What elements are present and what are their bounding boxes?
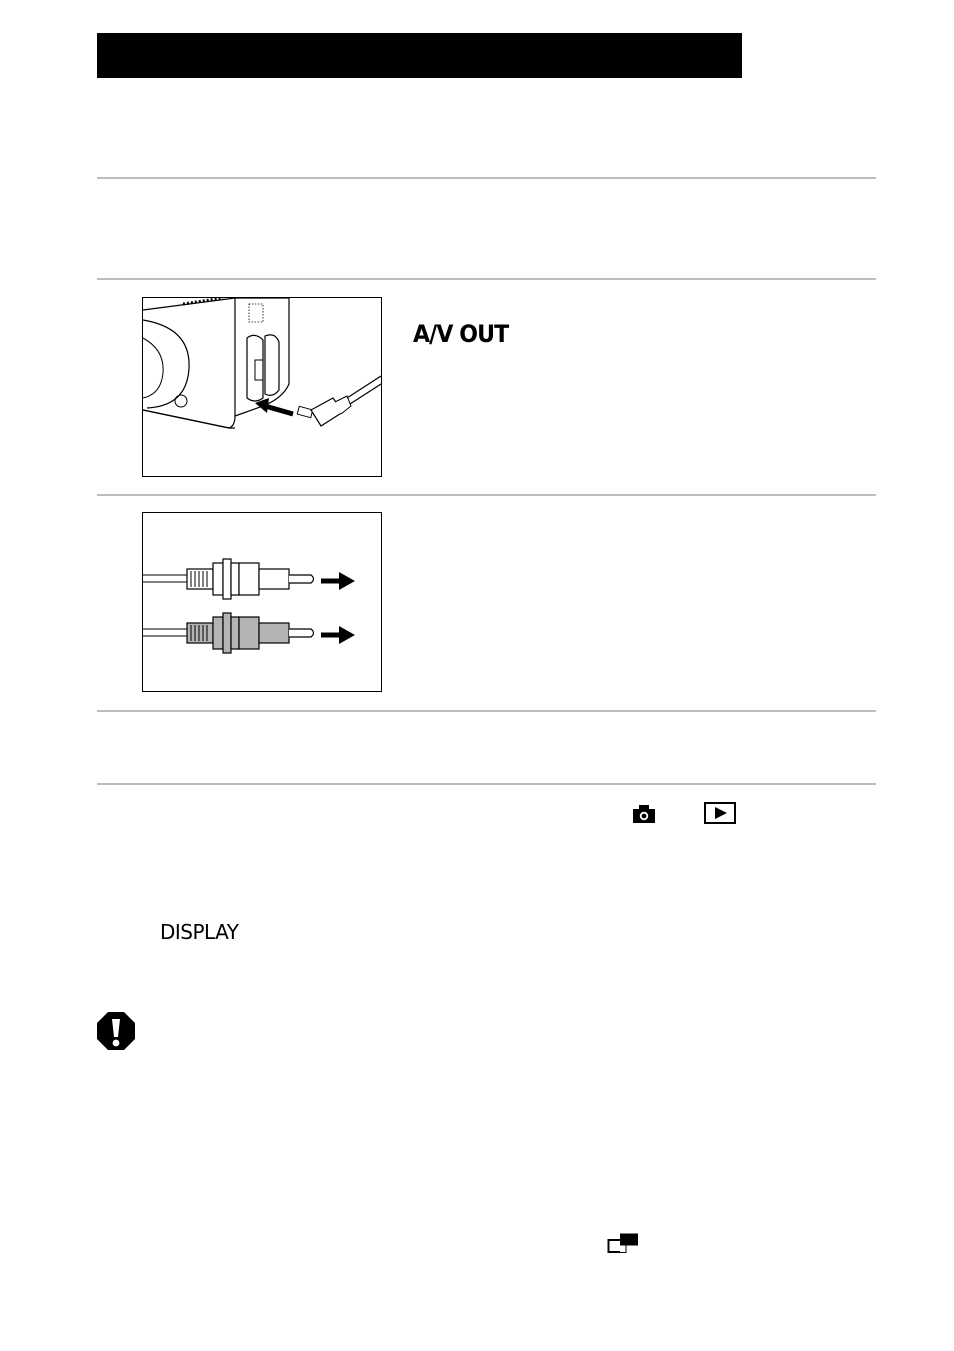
caution-icon xyxy=(96,1011,136,1051)
divider-5 xyxy=(97,783,876,785)
divider-3 xyxy=(97,494,876,496)
divider-2 xyxy=(97,278,876,280)
rca-plug-grey xyxy=(143,613,355,653)
overlapping-screens-icon xyxy=(607,1232,641,1254)
play-icon xyxy=(704,802,736,824)
rca-plug-white xyxy=(143,559,355,599)
display-button-label: DISPLAY xyxy=(160,920,239,944)
camera-icon xyxy=(632,804,656,824)
divider-1 xyxy=(97,177,876,179)
divider-4 xyxy=(97,710,876,712)
rca-plugs-illustration xyxy=(142,512,382,692)
av-out-label: A/V OUT xyxy=(413,320,509,348)
page-header-bar xyxy=(97,33,742,78)
camera-av-connection-illustration xyxy=(142,297,382,477)
